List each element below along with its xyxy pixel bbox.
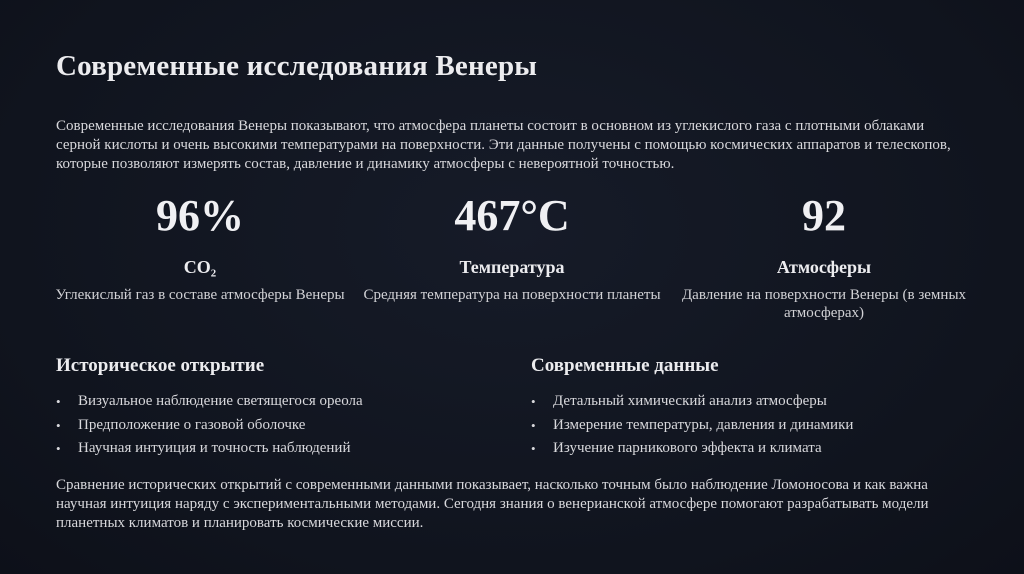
list-item — [56, 414, 496, 438]
stat-label: Температура — [459, 257, 565, 277]
list-item-text: Измерение температуры, давления и динамики — [553, 416, 854, 433]
stat-description: Давление на поверхности Венеры (в земных атмосферах) — [681, 287, 967, 321]
bullet-icon: • — [56, 394, 61, 409]
list-item-text: Детальный химический анализ атмосферы — [553, 393, 827, 409]
list-item — [56, 437, 496, 461]
stat-temperature — [362, 192, 662, 304]
historical-list — [56, 390, 496, 461]
bullet-icon: • — [56, 417, 61, 433]
stat-label: Атмосферы — [776, 257, 872, 277]
stat-value: 467°C — [454, 191, 570, 240]
modern-heading: Современные данные — [531, 355, 719, 376]
list-item — [56, 390, 496, 414]
historical-section — [56, 355, 496, 461]
bullet-icon: • — [531, 441, 536, 456]
stat-value: 96% — [156, 191, 244, 240]
modern-list — [531, 390, 971, 461]
bullet-icon: • — [531, 394, 536, 409]
stat-co2 — [50, 192, 350, 304]
stat-pressure — [674, 192, 974, 322]
stat-description: Средняя температура на поверхности планеты — [363, 287, 661, 303]
bullet-icon: • — [531, 417, 536, 433]
list-item-text: Научная интуиция и точность наблюдений — [78, 440, 351, 456]
modern-section — [531, 355, 971, 461]
slide-title: Современные исследования Венеры — [56, 50, 538, 82]
historical-heading: Историческое открытие — [56, 355, 265, 376]
bullet-icon: • — [56, 441, 61, 456]
intro-paragraph: Современные исследования Венеры показывают, что атмосфера планеты состоит в основном из углекислого газа с плотными облаками серной кислоты и очень высокими температурами на поверхности. Эти данные получены с помощью космических аппаратов и телескопов, которые позволяют измерять состав, давление и динамику атмосферы с невероятной точностью. — [56, 118, 951, 172]
stat-value: 92 — [802, 191, 846, 240]
list-item — [531, 390, 971, 414]
summary-paragraph: Сравнение исторических открытий с современными данными показывает, насколько точным было наблюдение Ломоносова и как важна научная интуиция наряду с экспериментальными методами. Сегодня знания о венерианской атмосфере помогают разрабатывать модели планетных климатов и планировать космические миссии. — [56, 477, 929, 531]
list-item — [531, 437, 971, 461]
list-item-text: Предположение о газовой оболочке — [78, 416, 306, 433]
list-item-text: Изучение парникового эффекта и климата — [553, 440, 822, 456]
list-item — [531, 414, 971, 438]
stat-description: Углекислый газ в составе атмосферы Венеры — [55, 287, 345, 303]
stat-label: CO₂ — [183, 257, 217, 277]
list-item-text: Визуальное наблюдение светящегося ореола — [78, 393, 363, 409]
